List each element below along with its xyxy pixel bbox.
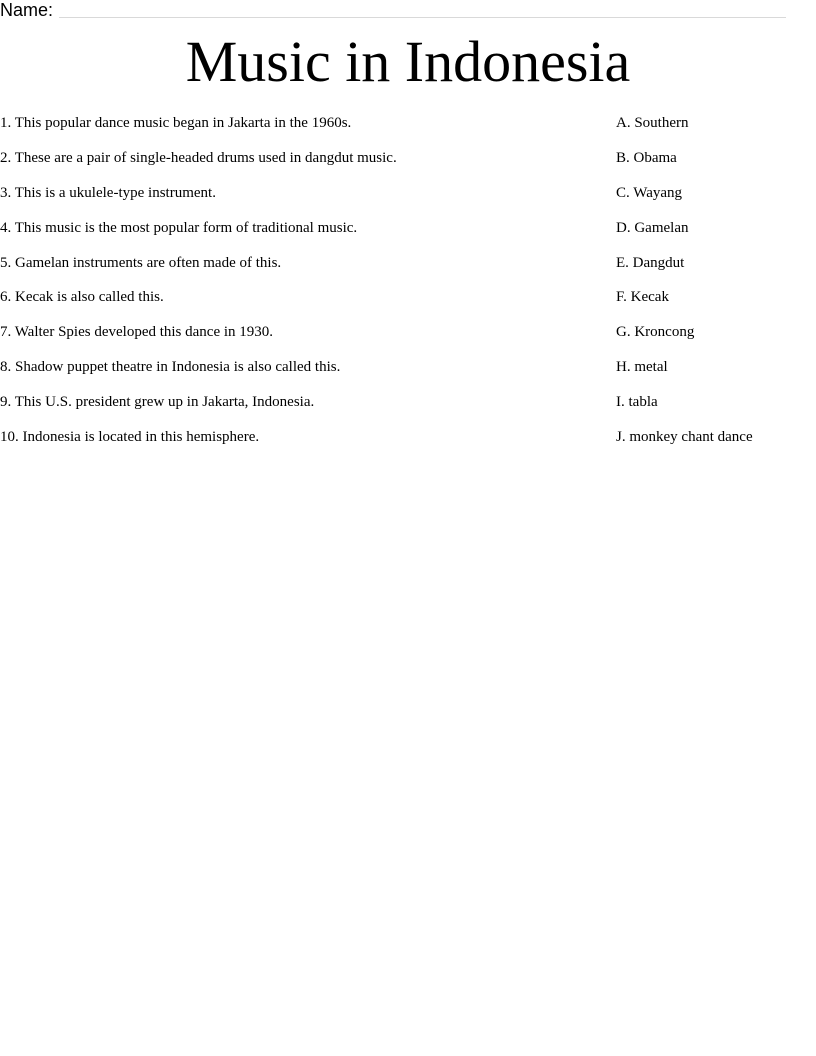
name-input-line[interactable]	[59, 0, 786, 18]
question-text: 6. Kecak is also called this.	[0, 289, 164, 306]
question-text: 5. Gamelan instruments are often made of this.	[0, 254, 282, 271]
name-field-row	[0, 0, 786, 20]
matching-row	[0, 113, 816, 148]
matching-row	[0, 392, 816, 427]
answer-option: C. Wayang	[616, 184, 683, 201]
matching-row	[0, 148, 816, 183]
matching-row	[0, 218, 816, 253]
answer-option: D. Gamelan	[616, 219, 689, 236]
question-text: 4. This music is the most popular form of traditional music.	[0, 219, 358, 236]
question-text: 9. This U.S. president grew up in Jakarta, Indonesia.	[0, 394, 315, 411]
matching-row	[0, 287, 816, 322]
matching-row	[0, 253, 816, 288]
answer-option: H. metal	[616, 359, 668, 376]
page-title: Music in Indonesia	[185, 29, 631, 94]
answer-option: J. monkey chant dance	[616, 429, 753, 446]
question-text: 2. These are a pair of single-headed drums used in dangdut music.	[0, 149, 397, 166]
matching-row	[0, 357, 816, 392]
matching-row	[0, 427, 816, 462]
answer-option: E. Dangdut	[616, 254, 685, 271]
name-label: Name:	[0, 0, 54, 20]
question-text: 1. This popular dance music began in Jakarta in the 1960s.	[0, 115, 352, 131]
question-text: 10. Indonesia is located in this hemisphere.	[0, 429, 260, 446]
answer-option: G. Kroncong	[616, 324, 695, 341]
answer-option: A. Southern	[616, 115, 689, 131]
matching-row	[0, 322, 816, 357]
matching-row	[0, 183, 816, 218]
answer-option: I. tabla	[616, 394, 658, 411]
question-text: 3. This is a ukulele-type instrument.	[0, 184, 216, 201]
question-text: 7. Walter Spies developed this dance in 1930.	[0, 324, 274, 341]
matching-list	[0, 113, 816, 462]
question-text: 8. Shadow puppet theatre in Indonesia is also called this.	[0, 359, 341, 376]
answer-option: B. Obama	[616, 149, 677, 166]
answer-option: F. Kecak	[616, 289, 669, 306]
